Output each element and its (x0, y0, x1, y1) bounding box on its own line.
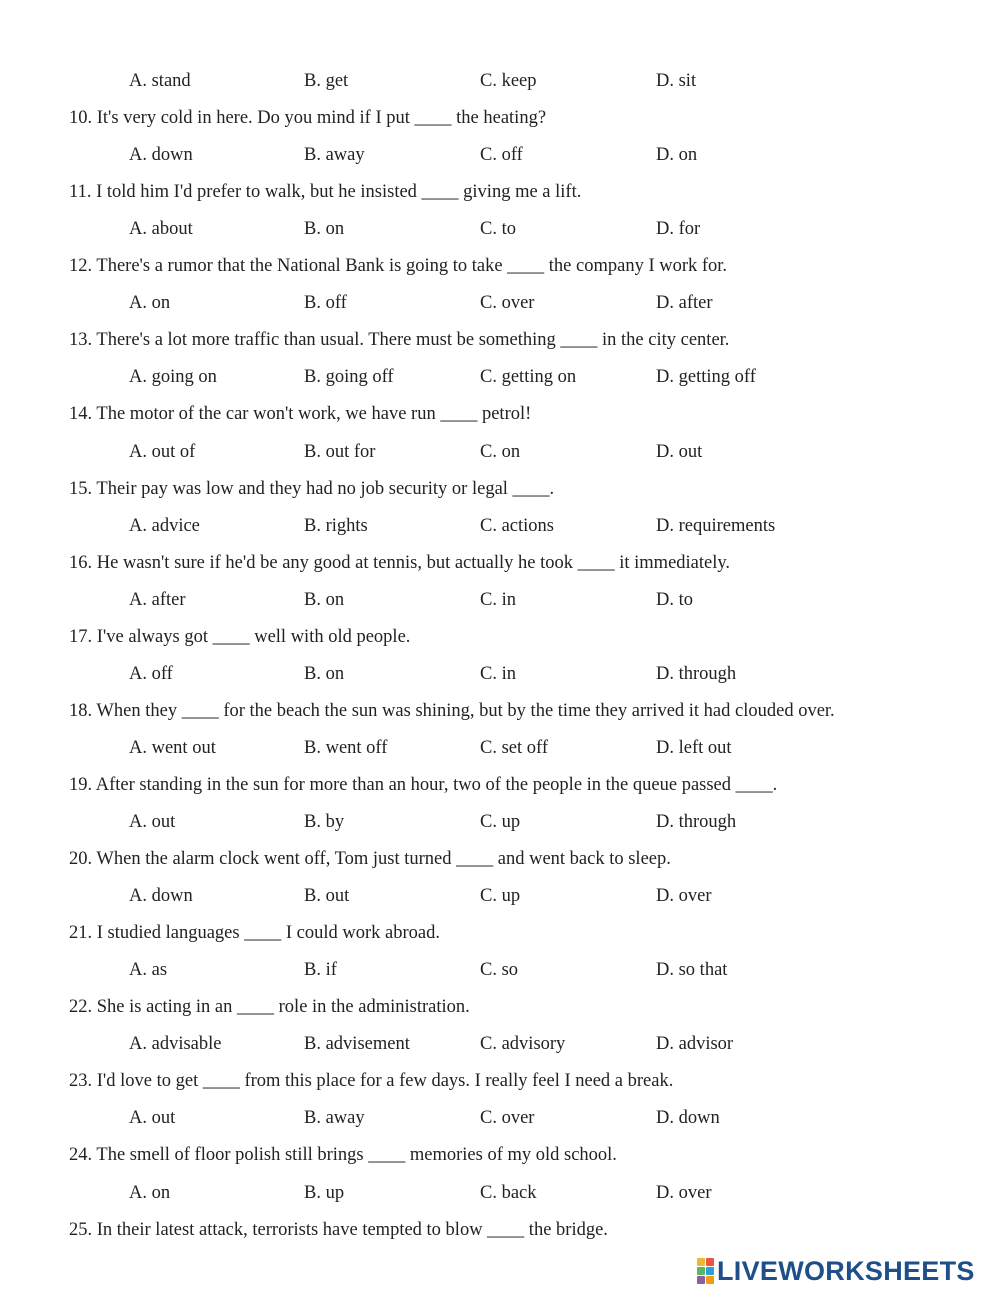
answer-option-d[interactable]: D. on (656, 145, 698, 166)
answer-option-c[interactable]: C. set off (480, 737, 549, 758)
answer-option-d[interactable]: D. so that (656, 960, 728, 981)
answer-option-a[interactable]: A. went out (129, 737, 216, 758)
question-text: 19. After standing in the sun for more than an hour, two of the people in the queue passed ____. (69, 774, 778, 795)
answer-option-b[interactable]: B. advisement (304, 1034, 410, 1055)
answer-option-c[interactable]: C. up (480, 886, 521, 907)
answer-option-d[interactable]: D. over (656, 1182, 712, 1203)
answer-option-d[interactable]: D. down (656, 1108, 720, 1129)
answer-option-b[interactable]: B. by (304, 812, 345, 832)
question-text: 12. There's a rumor that the National Bank is going to take ____ the company I work for. (69, 256, 728, 277)
answer-option-a[interactable]: A. on (129, 293, 171, 314)
answer-option-c[interactable]: C. so (480, 960, 519, 981)
question-text: 23. I'd love to get ____ from this place for a few days. I really feel I need a break. (69, 1071, 674, 1092)
answer-option-d[interactable]: D. advisor (656, 1034, 734, 1055)
answer-option-a[interactable]: A. out (129, 1108, 176, 1129)
question-text: 20. When the alarm clock went off, Tom just turned ____ and went back to sleep. (69, 849, 671, 870)
answer-option-c[interactable]: C. over (480, 293, 535, 314)
question-text: 25. In their latest attack, terrorists have tempted to blow ____ the bridge. (69, 1219, 608, 1240)
logo-blocks-icon (697, 1258, 714, 1284)
answer-option-b[interactable]: B. rights (304, 515, 368, 536)
question-text: 16. He wasn't sure if he'd be any good at tennis, but actually he took ____ it immediately. (69, 552, 731, 573)
question-text: 10. It's very cold in here. Do you mind if I put ____ the heating? (69, 108, 547, 129)
answer-option-a[interactable]: A. as (129, 960, 168, 981)
answer-option-a[interactable]: A. going on (129, 367, 217, 388)
answer-option-d[interactable]: D. after (656, 293, 713, 314)
question-text: 15. Their pay was low and they had no job security or legal ____. (69, 478, 555, 499)
question-text: 14. The motor of the car won't work, we have run ____ petrol! (69, 404, 532, 425)
answer-option-c[interactable]: C. off (480, 145, 523, 166)
question-text: 21. I studied languages ____ I could work abroad. (69, 923, 440, 944)
answer-option-b[interactable]: B. went off (304, 737, 388, 758)
answer-option-d[interactable]: D. left out (656, 737, 732, 758)
answer-option-b[interactable]: B. on (304, 589, 345, 610)
answer-option-b[interactable]: B. going off (304, 367, 394, 388)
answer-option-c[interactable]: C. getting on (480, 367, 577, 388)
answer-option-b[interactable]: B. away (304, 145, 365, 166)
question-text: 22. She is acting in an ____ role in the administration. (69, 997, 470, 1018)
answer-option-b[interactable]: B. on (304, 219, 345, 240)
answer-option-c[interactable]: C. up (480, 812, 521, 832)
question-text: 24. The smell of floor polish still brings ____ memories of my old school. (69, 1145, 617, 1166)
answer-option-b[interactable]: B. off (304, 293, 347, 314)
answer-option-a[interactable]: A. advice (129, 515, 200, 536)
answer-option-a[interactable]: A. stand (129, 71, 191, 91)
answer-option-a[interactable]: A. down (129, 145, 193, 166)
answer-option-c[interactable]: C. to (480, 219, 516, 240)
answer-option-c[interactable]: C. on (480, 441, 521, 462)
answer-option-a[interactable]: A. after (129, 589, 186, 610)
answer-option-c[interactable]: C. actions (480, 515, 554, 536)
question-text: 13. There's a lot more traffic than usual. There must be something ____ in the city center. (69, 330, 730, 351)
answer-option-d[interactable]: D. getting off (656, 367, 756, 388)
answer-option-a[interactable]: A. off (129, 663, 173, 684)
question-text: 11. I told him I'd prefer to walk, but he insisted ____ giving me a lift. (69, 182, 582, 203)
answer-option-c[interactable]: C. in (480, 589, 516, 610)
answer-option-b[interactable]: B. out for (304, 441, 376, 462)
answer-option-a[interactable]: A. out (129, 812, 176, 832)
answer-option-c[interactable]: C. back (480, 1182, 537, 1203)
logo-text: LIVEWORKSHEETS (717, 1255, 975, 1286)
question-text: 17. I've always got ____ well with old people. (69, 626, 411, 647)
answer-option-d[interactable]: D. requirements (656, 515, 776, 536)
answer-option-c[interactable]: C. over (480, 1108, 535, 1129)
answer-option-d[interactable]: D. through (656, 812, 737, 832)
answer-option-c[interactable]: C. keep (480, 71, 537, 91)
answer-option-a[interactable]: A. about (129, 219, 193, 240)
answer-option-b[interactable]: B. up (304, 1182, 345, 1203)
answer-option-d[interactable]: D. for (656, 219, 701, 240)
answer-option-c[interactable]: C. in (480, 663, 516, 684)
answer-option-d[interactable]: D. out (656, 441, 703, 462)
answer-option-b[interactable]: B. if (304, 960, 337, 981)
answer-option-b[interactable]: B. on (304, 663, 345, 684)
question-text: 18. When they ____ for the beach the sun was shining, but by the time they arrived it had clouded over. (69, 700, 835, 721)
answer-option-d[interactable]: D. to (656, 589, 693, 610)
answer-option-d[interactable]: D. over (656, 886, 712, 907)
answer-option-a[interactable]: A. advisable (129, 1034, 222, 1055)
answer-option-b[interactable]: B. out (304, 886, 350, 907)
answer-option-b[interactable]: B. away (304, 1108, 365, 1129)
answer-option-b[interactable]: B. get (304, 71, 349, 91)
answer-option-a[interactable]: A. down (129, 886, 193, 907)
answer-option-a[interactable]: A. out of (129, 441, 196, 462)
answer-option-c[interactable]: C. advisory (480, 1034, 566, 1055)
liveworksheets-logo (697, 1254, 975, 1288)
answer-option-d[interactable]: D. through (656, 663, 737, 684)
answer-option-a[interactable]: A. on (129, 1182, 171, 1203)
answer-option-d[interactable]: D. sit (656, 71, 697, 91)
